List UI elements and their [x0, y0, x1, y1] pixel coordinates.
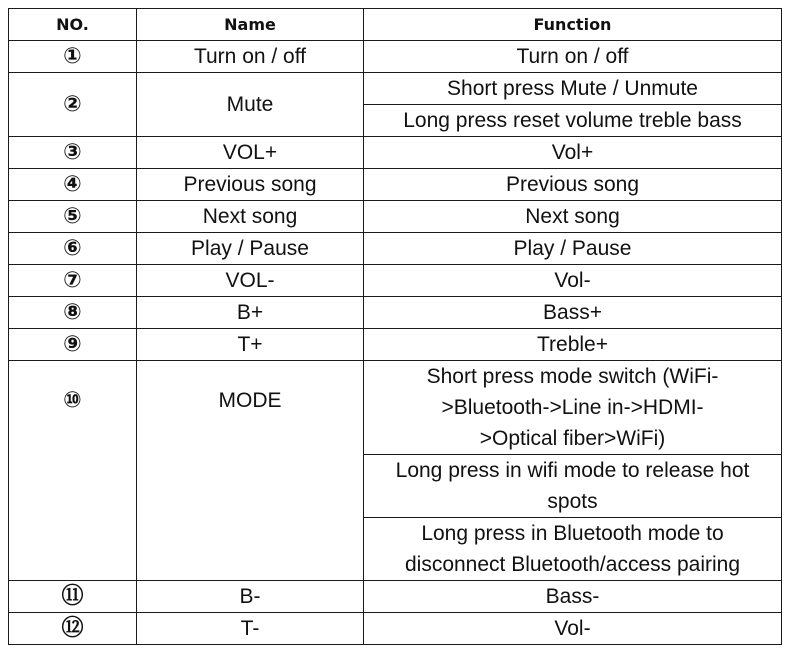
row-function: Vol- [364, 613, 782, 645]
table-row [9, 169, 782, 201]
table-row [9, 41, 782, 73]
row-number: ④ [9, 169, 137, 201]
table-header-row [9, 9, 782, 41]
row-name: VOL- [137, 265, 364, 297]
row-function: Short press Mute / Unmute [364, 73, 782, 105]
header-function: Function [364, 9, 782, 41]
row-name: Play / Pause [137, 233, 364, 265]
row-number: ⑩ [9, 361, 137, 581]
row-number: ② [9, 73, 137, 137]
row-number: ⑤ [9, 201, 137, 233]
row-function: Short press mode switch (WiFi->Bluetooth->Line in->HDMI->Optical fiber>WiFi) [364, 361, 782, 455]
row-function: Treble+ [364, 329, 782, 361]
table-row [9, 613, 782, 645]
row-number: ⑫ [9, 613, 137, 645]
row-number: ⑦ [9, 265, 137, 297]
row-function: Turn on / off [364, 41, 782, 73]
row-name: MODE [137, 361, 364, 581]
row-name: Previous song [137, 169, 364, 201]
table-row [9, 265, 782, 297]
table-row [9, 137, 782, 169]
row-number: ⑧ [9, 297, 137, 329]
table-row [9, 297, 782, 329]
row-function: Bass- [364, 581, 782, 613]
row-function: Play / Pause [364, 233, 782, 265]
row-function: Long press in Bluetooth mode to disconnect Bluetooth/access pairing [364, 518, 782, 581]
row-name: VOL+ [137, 137, 364, 169]
row-number: ⑥ [9, 233, 137, 265]
header-no: NO. [9, 9, 137, 41]
row-number: ③ [9, 137, 137, 169]
row-name: Next song [137, 201, 364, 233]
row-function: Vol+ [364, 137, 782, 169]
table-row [9, 361, 782, 455]
row-function: Long press reset volume treble bass [364, 105, 782, 137]
row-number: ① [9, 41, 137, 73]
row-name: T+ [137, 329, 364, 361]
row-function: Long press in wifi mode to release hot spots [364, 455, 782, 518]
row-name: B- [137, 581, 364, 613]
row-function: Previous song [364, 169, 782, 201]
row-name: Mute [137, 73, 364, 137]
row-name: T- [137, 613, 364, 645]
button-function-table [8, 8, 782, 645]
table-row [9, 73, 782, 105]
table-row [9, 329, 782, 361]
row-function: Bass+ [364, 297, 782, 329]
row-name: B+ [137, 297, 364, 329]
table-row [9, 233, 782, 265]
header-name: Name [137, 9, 364, 41]
row-number: ⑨ [9, 329, 137, 361]
table-row [9, 581, 782, 613]
row-function: Next song [364, 201, 782, 233]
row-function: Vol- [364, 265, 782, 297]
row-number: ⑪ [9, 581, 137, 613]
table-row [9, 201, 782, 233]
row-name: Turn on / off [137, 41, 364, 73]
